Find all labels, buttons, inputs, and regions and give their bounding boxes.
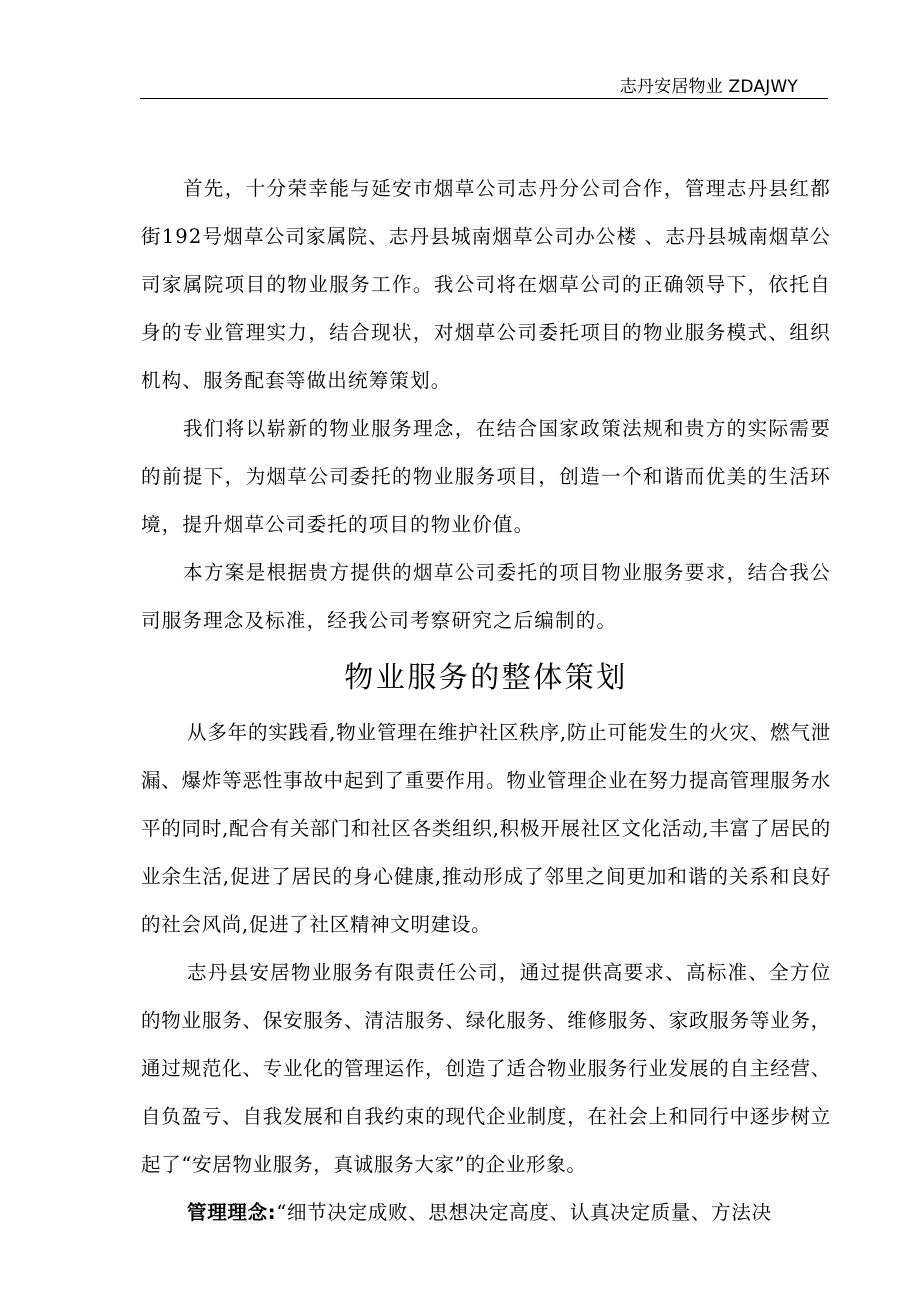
intro-paragraph: 首先，十分荣幸能与延安市烟草公司志丹分公司合作，管理志丹县红都街192号烟草公司家属院、志丹县城南烟草公司办公楼 、志丹县城南烟草公司家属院项目的物业服务工作。我公司将在烟草公司的正确领导下，依托自身的专业管理实力，结合现状，对烟草公司委托项目的物业服务模式、组织机构、服务配套等做出统筹策划。 xyxy=(141,177,831,392)
header-title: 志丹安居物业 ZDAJWY xyxy=(619,77,798,97)
intro-paragraph: 本方案是根据贵方提供的烟草公司委托的项目物业服务要求，结合我公司服务理念及标准，经我公司考察研究之后编制的。 xyxy=(141,561,831,632)
intro-paragraph: 我们将以崭新的物业服务理念，在结合国家政策法规和贵方的实际需要的前提下，为烟草公司委托的物业服务项目，创造一个和谐而优美的生活环境，提升烟草公司委托的项目的物业价值。 xyxy=(141,417,831,536)
philosophy-label: 管理理念: xyxy=(187,1201,277,1224)
section-title: 物业服务的整体策划 xyxy=(344,660,628,694)
page-header xyxy=(140,64,828,99)
philosophy-text: “细节决定成败、思想决定高度、认真决定质量、方法决 xyxy=(276,1201,772,1224)
section-paragraph: 志丹县安居物业服务有限责任公司，通过提供高要求、高标准、全方位的物业服务、保安服务、清洁服务、绿化服务、维修服务、家政服务等业务，通过规范化、专业化的管理运作，创造了适合物业服务行业发展的自主经营、自负盈亏、自我发展和自我约束的现代企业制度，在社会上和同行中逐步树立起了“安居物业服务，真诚服务大家”的企业形象。 xyxy=(141,961,831,1176)
philosophy-paragraph xyxy=(141,1189,831,1237)
document-body xyxy=(141,165,831,1237)
section-paragraph: 从多年的实践看,物业管理在维护社区秩序,防止可能发生的火灾、燃气泄漏、爆炸等恶性事故中起到了重要作用。物业管理企业在努力提高管理服务水平的同时,配合有关部门和社区各类组织,积极开展社区文化活动,丰富了居民的业余生活,促进了居民的身心健康,推动形成了邻里之间更加和谐的关系和良好的社会风尚,促进了社区精神文明建设。 xyxy=(141,721,831,936)
